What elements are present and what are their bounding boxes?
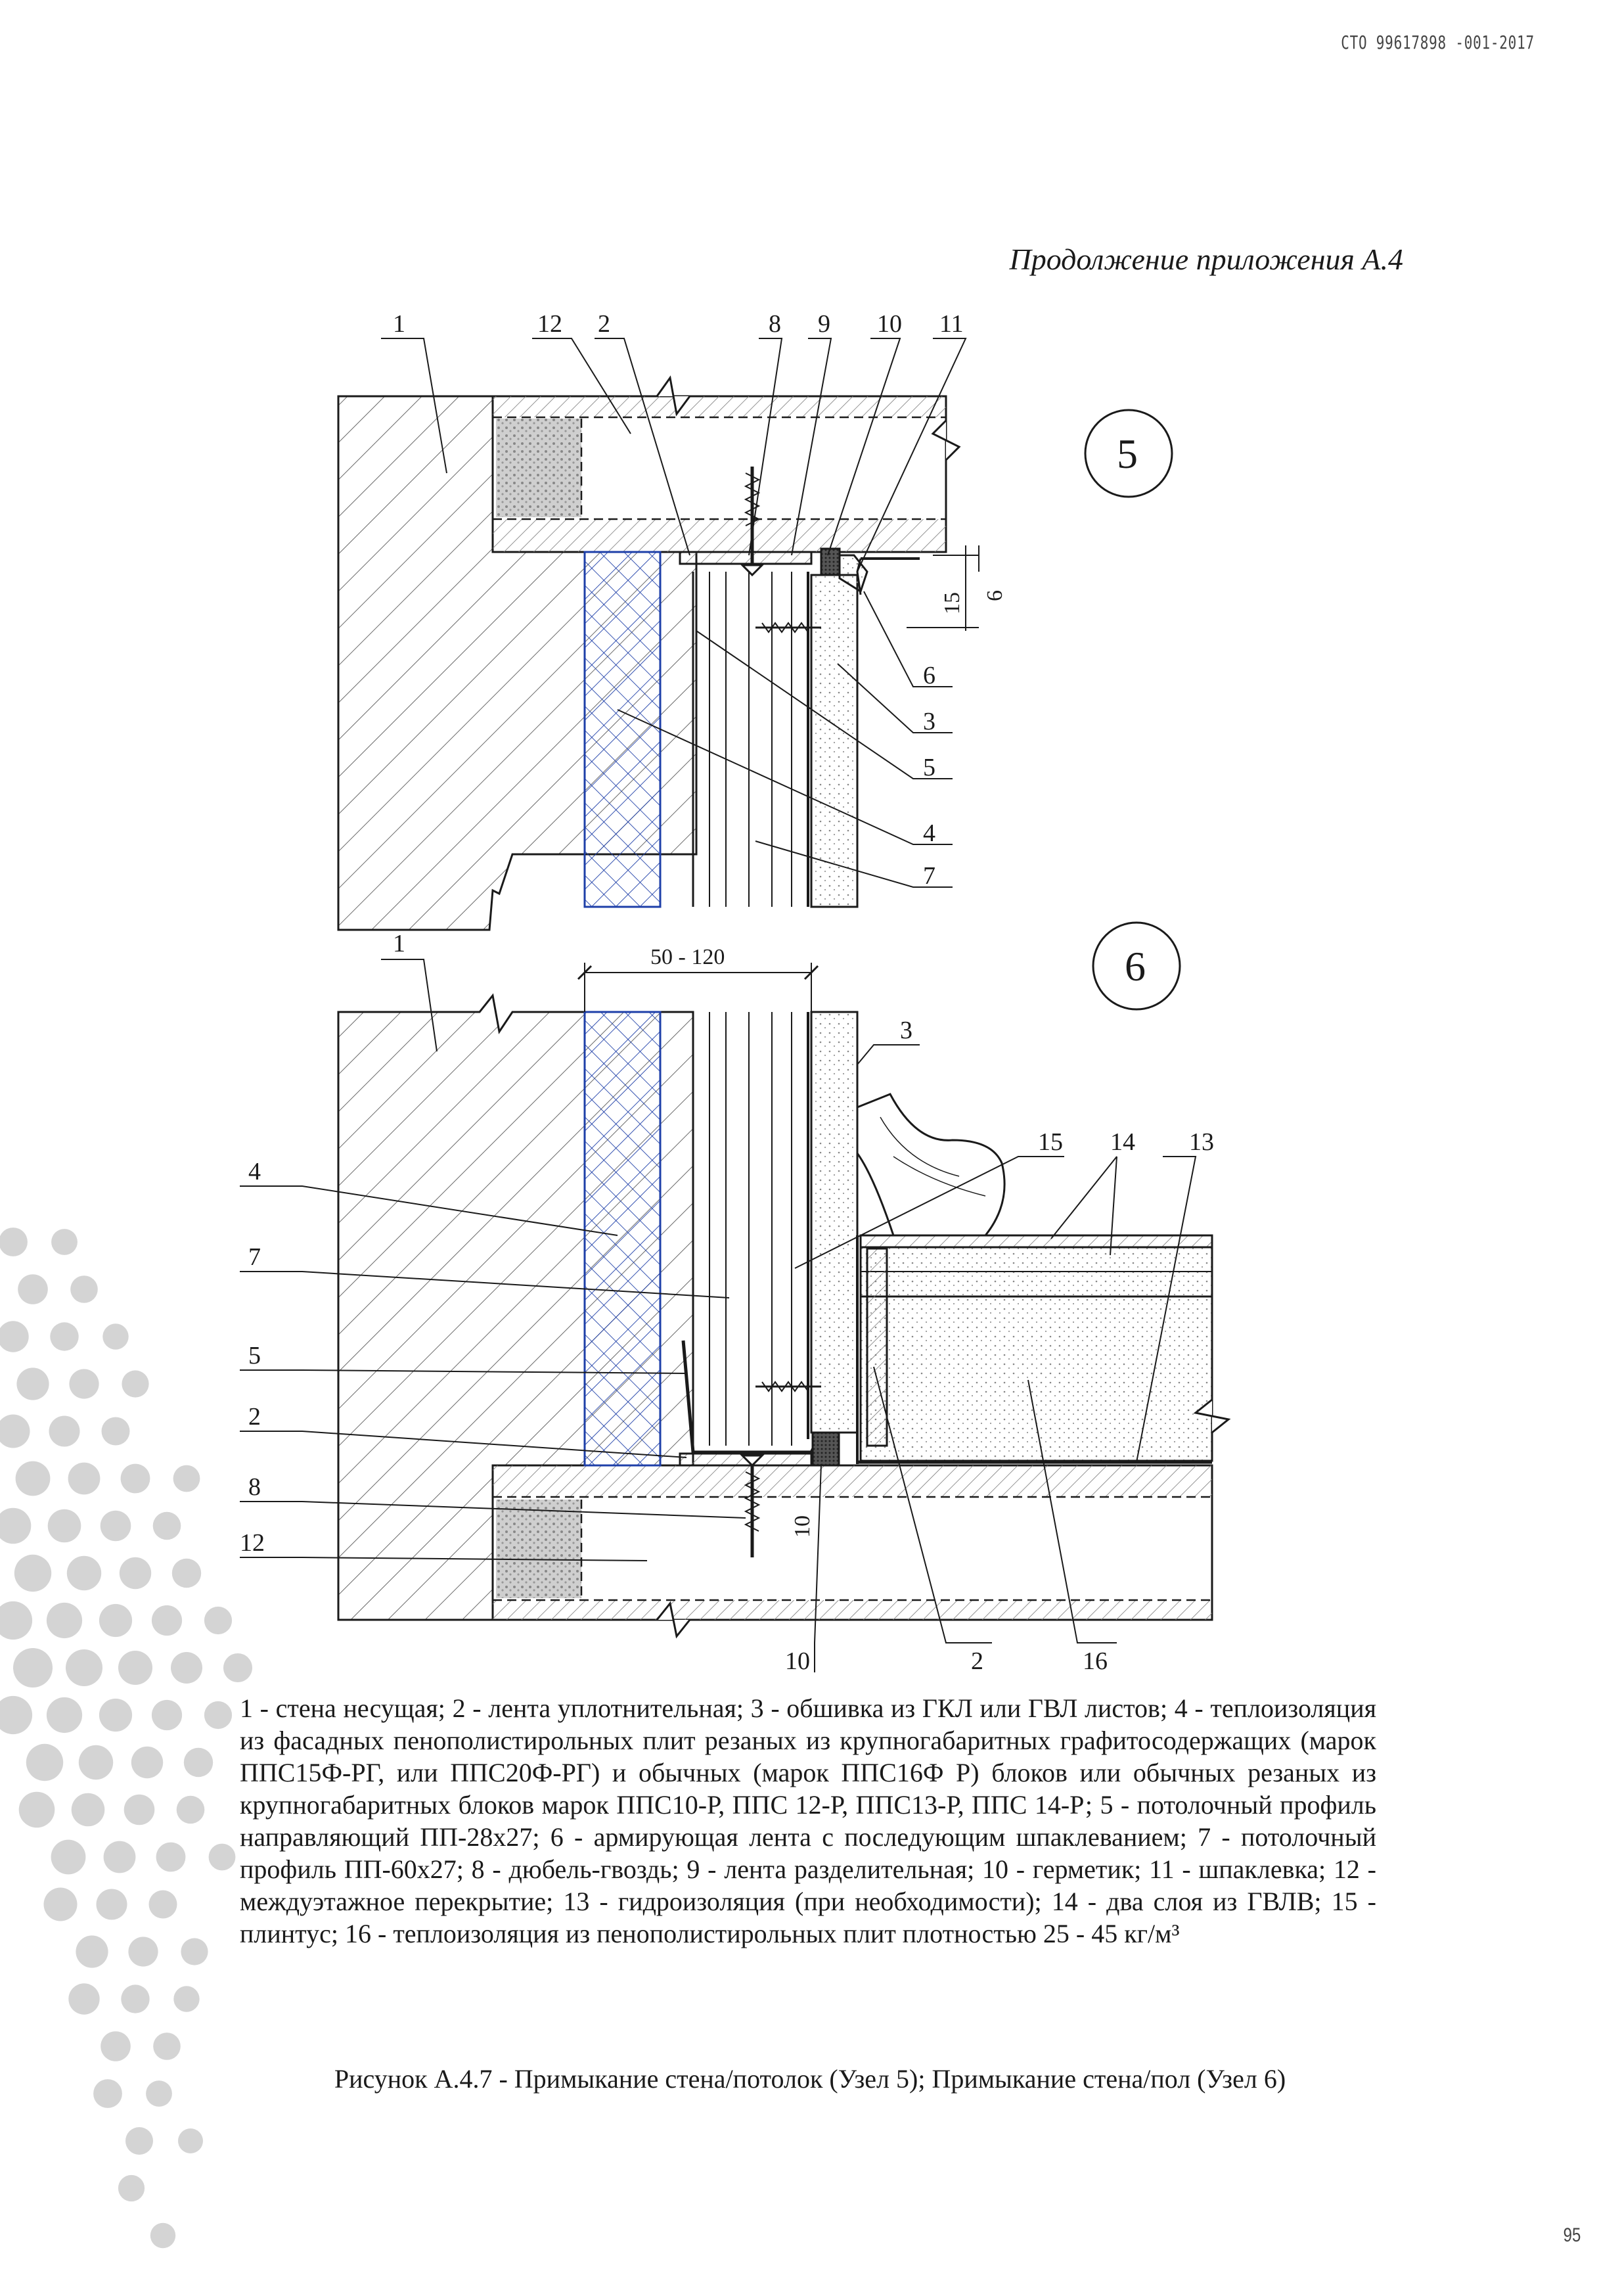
decorative-dot <box>150 2223 175 2248</box>
decorative-dot <box>120 1557 151 1589</box>
decorative-dot <box>177 1796 205 1824</box>
node-5-number: 5 <box>1117 430 1138 477</box>
decorative-dot <box>99 1699 132 1732</box>
label-7: 7 <box>248 1243 261 1271</box>
decorative-dot <box>16 1367 49 1400</box>
insulation-layer-lower <box>585 1012 660 1465</box>
decorative-dot <box>67 1556 101 1590</box>
decorative-dot <box>101 1511 131 1542</box>
decorative-dot <box>156 1843 186 1872</box>
decorative-dot <box>102 1417 130 1446</box>
label-2: 2 <box>248 1403 261 1431</box>
decorative-dot <box>124 1795 155 1825</box>
decorative-dot <box>48 1509 81 1543</box>
label-12: 12 <box>240 1529 265 1557</box>
dim-50-120: 50 - 120 <box>650 945 725 969</box>
decorative-dot <box>122 1370 148 1397</box>
label-13: 13 <box>1189 1128 1214 1156</box>
insulation-layer <box>585 552 660 907</box>
decorative-dot <box>0 1415 30 1448</box>
decorative-dot <box>171 1652 202 1684</box>
decorative-dot <box>102 1323 128 1349</box>
decorative-dot <box>72 1793 105 1827</box>
decorative-dot <box>101 2031 131 2061</box>
label-12: 12 <box>537 310 562 338</box>
decorative-dot <box>51 1840 86 1875</box>
decorative-dot <box>0 1228 28 1256</box>
decorative-dot <box>204 1607 232 1634</box>
decorative-dot <box>209 1844 236 1871</box>
label-5: 5 <box>248 1342 261 1369</box>
label-4: 4 <box>248 1158 261 1185</box>
decorative-dot <box>66 1649 102 1686</box>
label-3: 3 <box>900 1017 912 1044</box>
label-8: 8 <box>248 1473 261 1501</box>
label-2-bottom: 2 <box>971 1647 983 1675</box>
decorative-dot <box>51 1229 78 1255</box>
document-code: СТО 99617898 -001-2017 <box>1341 32 1535 53</box>
label-15: 15 <box>1038 1128 1063 1156</box>
decorative-dot <box>125 2127 153 2155</box>
node-6-number: 6 <box>1125 943 1146 990</box>
decorative-dot <box>131 1747 163 1778</box>
label-4: 4 <box>923 819 935 847</box>
decorative-dot <box>0 1508 31 1544</box>
decorative-dot <box>19 1792 55 1828</box>
decorative-dot <box>118 1651 152 1685</box>
label-10: 10 <box>877 310 902 338</box>
gypsum-lining <box>811 575 857 907</box>
decorative-dot <box>70 1275 98 1303</box>
label-1: 1 <box>393 930 405 957</box>
decorative-dot <box>104 1841 136 1873</box>
decorative-dot <box>79 1745 113 1779</box>
label-16: 16 <box>1083 1647 1108 1675</box>
decorative-dot <box>16 1461 51 1496</box>
decorative-dot <box>152 1700 182 1730</box>
decorative-dot <box>76 1935 108 1967</box>
decorative-dot <box>68 1463 101 1495</box>
page-number: 95 <box>1563 2224 1581 2246</box>
decorative-dot <box>14 1555 51 1592</box>
decorative-dot <box>121 1985 149 2013</box>
decorative-dot <box>149 1891 177 1919</box>
decorative-dot <box>128 1937 158 1966</box>
label-7: 7 <box>923 862 935 890</box>
node-6-drawing <box>338 923 1228 1636</box>
decorative-dot <box>44 1888 78 1921</box>
figure-caption: Рисунок А.4.7 - Примыкание стена/потолок (Узел 5); Примыкание стена/пол (Узел 6) <box>334 2064 1286 2094</box>
decorative-dot <box>172 1559 201 1588</box>
decorative-dot <box>152 1605 182 1636</box>
decorative-dot <box>18 1274 48 1304</box>
decorative-dot <box>13 1648 53 1688</box>
label-11: 11 <box>939 310 964 338</box>
legend-text: 1 - стена несущая; 2 - лента уплотнительная; 3 - обшивка из ГКЛ или ГВЛ листов; 4 - теплоизоляция из фасадных пенополистирольных плит резаных из крупногабаритных графитосодержащих (марок ППС15Ф-РГ, или ППС20Ф-РГ) и обычных (марок ППС16Ф Р) блоков или обычных резаных из крупногабаритных блоков марок ППС10-Р, ППС 12-Р, ППС13-Р, ППС 14-Р; 5 - потолочный профиль направляющий ПП-28х27; 6 - армирующая лента с последующим шпаклеванием; 7 - потолочный профиль ПП-60х27; 8 - дюбель-гвоздь; 9 - лента разделительная; 10 - герметик; 11 - шпаклевка; 12 - междуэтажное перекрытие; 13 - гидроизоляция (при необходимости); 14 - два слоя из ГВЛВ; 15 - плинтус; 16 - теплоизоляция из пенополистирольных плит плотностью 25 - 45 кг/м³ <box>240 1693 1376 1948</box>
decorative-dot-pattern <box>0 1228 252 2248</box>
decorative-dot <box>99 1604 132 1637</box>
decorative-dot <box>47 1697 82 1733</box>
decorative-dot <box>26 1744 63 1781</box>
label-5: 5 <box>923 754 935 781</box>
label-14: 14 <box>1110 1128 1135 1156</box>
dim-6: 6 <box>983 590 1007 601</box>
decorative-dot <box>178 2128 203 2153</box>
decorative-dot <box>47 1603 82 1638</box>
node-5-drawing <box>338 378 1172 930</box>
decorative-dot <box>223 1653 252 1682</box>
decorative-dot <box>49 1416 80 1447</box>
decorative-dot <box>204 1701 232 1729</box>
decorative-dot <box>68 1983 99 2014</box>
label-8: 8 <box>769 310 781 338</box>
decorative-dot <box>153 2032 181 2060</box>
dim-10: 10 <box>790 1515 815 1538</box>
decorative-dot <box>97 1889 127 1920</box>
label-3: 3 <box>923 708 935 735</box>
floor-insulation <box>861 1297 1212 1461</box>
decorative-dot <box>69 1369 99 1398</box>
decorative-dot <box>184 1748 213 1777</box>
decorative-dot <box>153 1512 181 1540</box>
continuation-title: Продолжение приложения А.4 <box>1009 242 1403 276</box>
decorative-dot <box>181 1938 208 1965</box>
decorative-dot <box>50 1322 78 1350</box>
label-10: 10 <box>785 1647 810 1675</box>
decorative-dot <box>173 1986 199 2011</box>
decorative-dot <box>118 2175 145 2201</box>
decorative-dot <box>173 1465 200 1492</box>
label-2: 2 <box>598 310 610 338</box>
skirting-board <box>857 1094 1004 1235</box>
label-9: 9 <box>818 310 830 338</box>
label-6: 6 <box>923 662 935 689</box>
decorative-dot <box>121 1464 150 1494</box>
label-1: 1 <box>393 310 405 338</box>
gypsum-lining-lower <box>811 1012 857 1433</box>
dim-15: 15 <box>940 592 964 614</box>
decorative-dot <box>0 1321 29 1352</box>
decorative-dot <box>0 1601 32 1640</box>
decorative-dot <box>0 1696 32 1734</box>
